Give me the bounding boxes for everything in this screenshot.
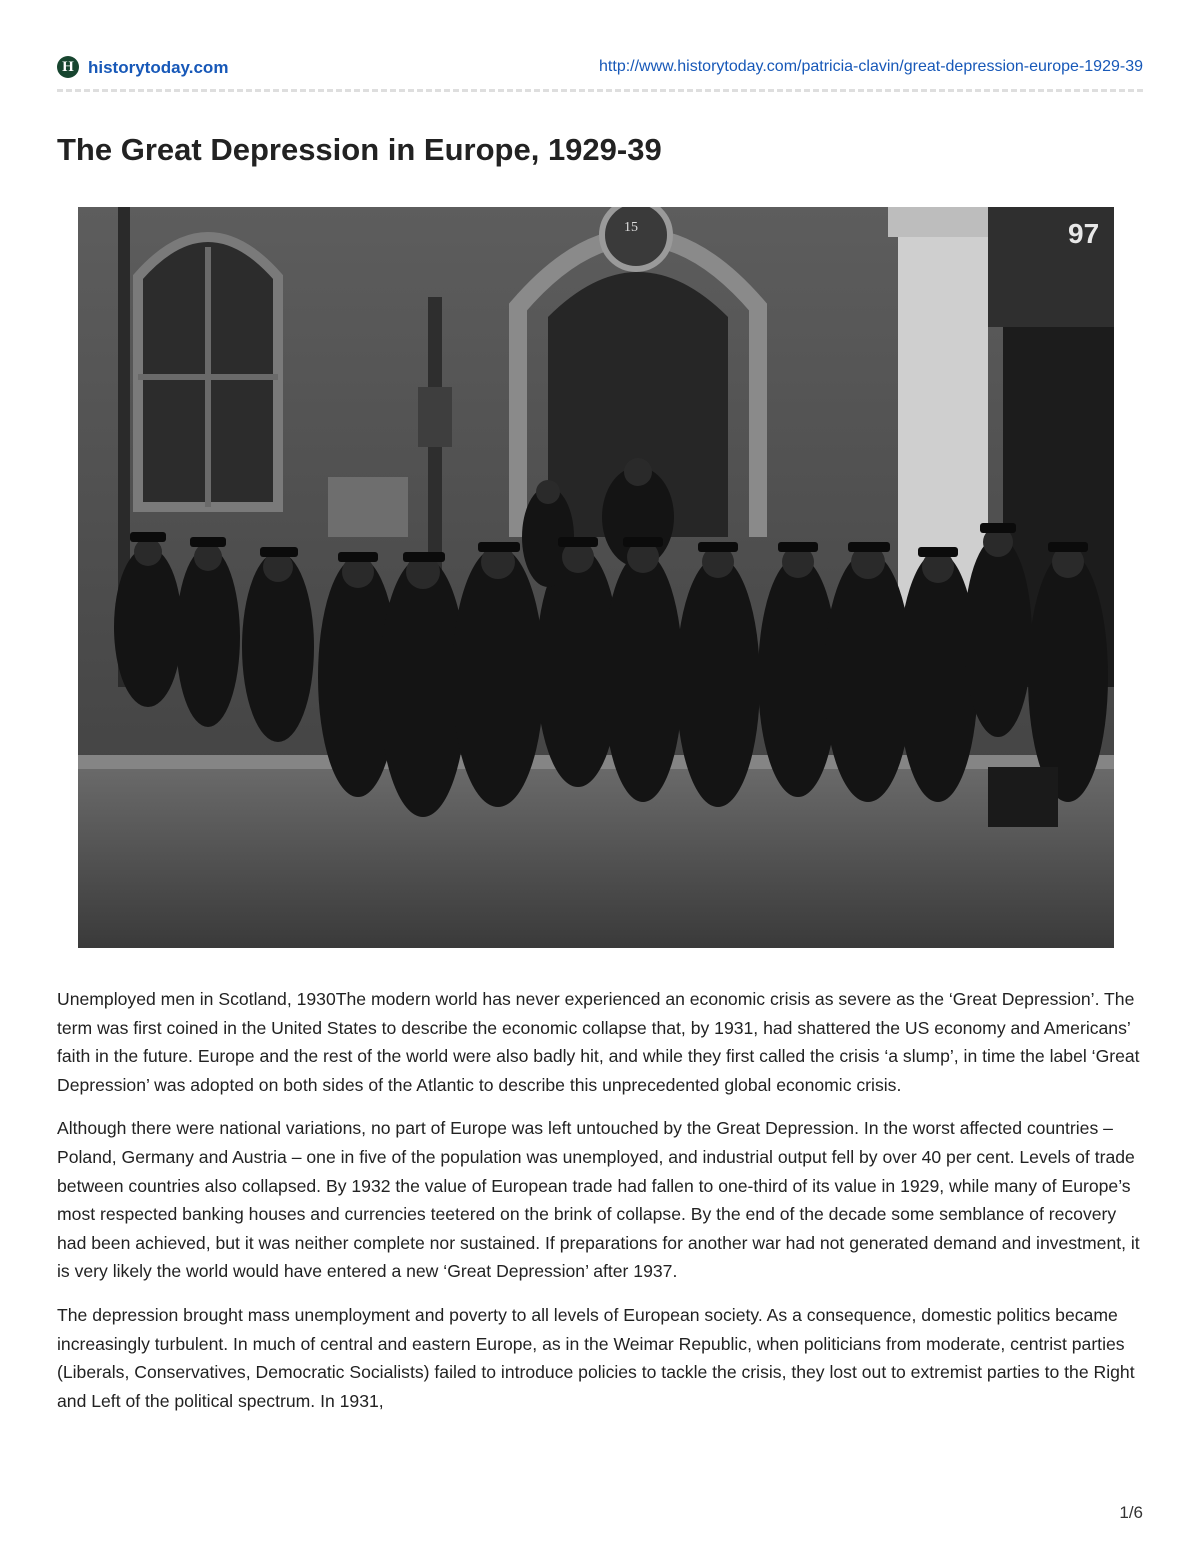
building-number: 97 xyxy=(1068,218,1100,249)
door-sign: 15 xyxy=(624,220,638,235)
article-photo xyxy=(78,207,1114,948)
article-paragraph: Unemployed men in Scotland, 1930The modern world has never experienced an economic crisis as severe as the ‘Great Depression’. The term was first coined in the United States to describe the economic collapse that, by 1931, had shattered the US economy and Americans’ faith in the future. Europe and the rest of the world were also badly hit, and while they first called the crisis ‘a slump’, in time the label ‘Great Depression’ was adopted on both sides of the Atlantic to describe this unprecedented global economic crisis. xyxy=(57,989,1140,1095)
source-url-link[interactable]: http://www.historytoday.com/patricia-clavin/great-depression-europe-1929-39 xyxy=(599,58,1143,75)
page-header xyxy=(57,54,1143,82)
photo-scene xyxy=(78,207,1114,948)
article-paragraph: The depression brought mass unemployment and poverty to all levels of European society. As a consequence, domestic politics became increasingly turbulent. In much of central and eastern Europe, as in the Weimar Republic, when politicians from moderate, centrist parties (Liberals, Conservatives, Democratic Socialists) failed to introduce policies to tackle the crisis, they lost out to extremist parties to the Right and Left of the political spectrum. In 1931, xyxy=(57,1304,1135,1411)
history-today-logo-icon: H xyxy=(57,56,79,78)
article-body xyxy=(57,985,1143,1430)
page-number: 1/6 xyxy=(1119,1503,1143,1522)
header-divider xyxy=(57,89,1143,92)
article-paragraph: Although there were national variations, no part of Europe was left untouched by the Great Depression. In the worst affected countries – Poland, Germany and Austria – one in five of the population was unemployed, and industrial output fell by over 40 per cent. Levels of trade between countries also collapsed. By 1932 the value of European trade had fallen to one-third of its value in 1929, while many of Europe’s most respected banking houses and currencies teetered on the brink of collapse. By the end of the decade some semblance of recovery had been achieved, but it was neither complete nor sustained. If preparations for another war had not generated demand and investment, it is very likely the world would have entered a new ‘Great Depression’ after 1937. xyxy=(57,1118,1140,1282)
article-title: The Great Depression in Europe, 1929-39 xyxy=(57,132,662,167)
site-name-link[interactable]: historytoday.com xyxy=(88,58,229,77)
